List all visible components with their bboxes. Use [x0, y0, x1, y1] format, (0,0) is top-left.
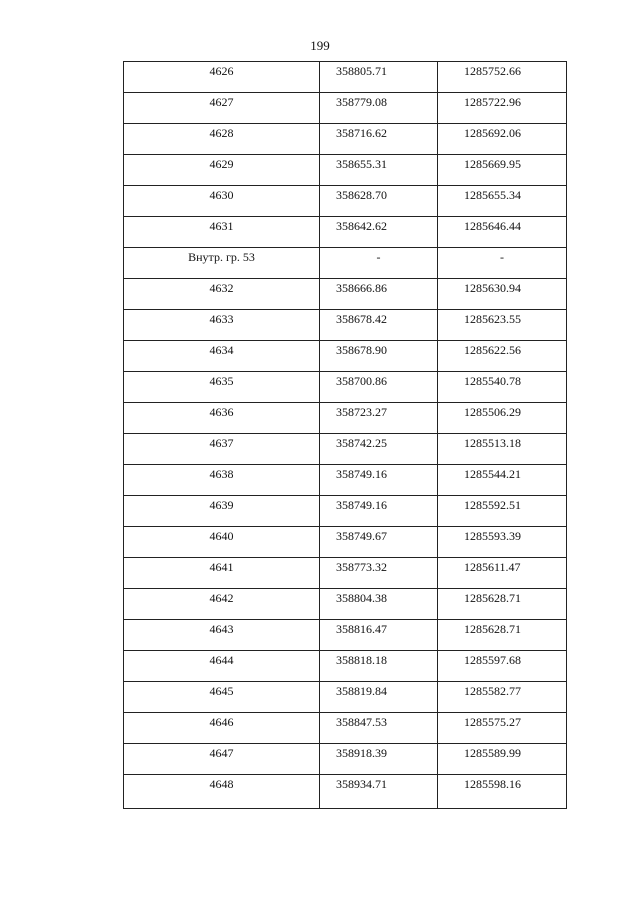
table-row — [124, 217, 567, 248]
point-id-cell — [124, 465, 320, 496]
x-coordinate-cell — [320, 651, 438, 682]
point-id-cell — [124, 682, 320, 713]
y-coordinate-cell-text: 1285597.68 — [464, 653, 521, 667]
point-id-cell-text: 4629 — [209, 157, 234, 171]
table-row — [124, 341, 567, 372]
point-id-cell-text: 4647 — [209, 746, 234, 760]
x-coordinate-cell-text: 358934.71 — [336, 777, 387, 791]
x-coordinate-cell — [320, 775, 438, 809]
x-coordinate-cell-text: - — [376, 250, 381, 264]
x-coordinate-cell-text: 358804.38 — [336, 591, 387, 605]
point-id-cell-text: 4640 — [209, 529, 234, 543]
y-coordinate-cell-text: 1285540.78 — [464, 374, 521, 388]
table-row — [124, 558, 567, 589]
x-coordinate-cell-text: 358742.25 — [336, 436, 387, 450]
x-coordinate-cell-text: 358805.71 — [336, 64, 387, 78]
table-row — [124, 527, 567, 558]
y-coordinate-cell-text: 1285575.27 — [464, 715, 521, 729]
x-coordinate-cell — [320, 186, 438, 217]
x-coordinate-cell-text: 358749.16 — [336, 498, 387, 512]
point-id-cell-text: 4642 — [209, 591, 234, 605]
table-row — [124, 403, 567, 434]
point-id-cell-text: 4645 — [209, 684, 234, 698]
point-id-cell — [124, 713, 320, 744]
table-row — [124, 124, 567, 155]
y-coordinate-cell — [438, 775, 567, 809]
y-coordinate-cell — [438, 589, 567, 620]
y-coordinate-cell — [438, 93, 567, 124]
y-coordinate-cell-text: - — [500, 250, 504, 264]
x-coordinate-cell — [320, 403, 438, 434]
y-coordinate-cell-text: 1285589.99 — [464, 746, 521, 760]
x-coordinate-cell — [320, 93, 438, 124]
x-coordinate-cell — [320, 434, 438, 465]
x-coordinate-cell — [320, 279, 438, 310]
table-row — [124, 775, 567, 809]
point-id-cell — [124, 341, 320, 372]
y-coordinate-cell — [438, 713, 567, 744]
y-coordinate-cell — [438, 682, 567, 713]
x-coordinate-cell-text: 358818.18 — [336, 653, 387, 667]
x-coordinate-cell — [320, 713, 438, 744]
point-id-cell — [124, 279, 320, 310]
point-id-cell-text: 4634 — [209, 343, 234, 357]
x-coordinate-cell-text: 358642.62 — [336, 219, 387, 233]
point-id-cell — [124, 310, 320, 341]
y-coordinate-cell-text: 1285628.71 — [464, 591, 521, 605]
x-coordinate-cell — [320, 496, 438, 527]
table-row — [124, 651, 567, 682]
y-coordinate-cell — [438, 434, 567, 465]
x-coordinate-cell-text: 358918.39 — [336, 746, 387, 760]
x-coordinate-cell-text: 358847.53 — [336, 715, 387, 729]
x-coordinate-cell-text: 358749.16 — [336, 467, 387, 481]
table-row — [124, 62, 567, 93]
point-id-cell-text: 4635 — [209, 374, 234, 388]
point-id-cell — [124, 217, 320, 248]
x-coordinate-cell-text: 358723.27 — [336, 405, 387, 419]
x-coordinate-cell — [320, 217, 438, 248]
point-id-cell-text: Внутр. гр. 53 — [188, 250, 255, 264]
point-id-cell — [124, 744, 320, 775]
coordinates-table-body — [124, 62, 567, 809]
y-coordinate-cell-text: 1285592.51 — [464, 498, 521, 512]
point-id-cell-text: 4633 — [209, 312, 234, 326]
point-id-cell — [124, 372, 320, 403]
point-id-cell-text: 4638 — [209, 467, 234, 481]
y-coordinate-cell-text: 1285544.21 — [464, 467, 521, 481]
point-id-cell — [124, 403, 320, 434]
x-coordinate-cell-text: 358666.86 — [336, 281, 387, 295]
x-coordinate-cell-text: 358678.42 — [336, 312, 387, 326]
table-row — [124, 496, 567, 527]
y-coordinate-cell-text: 1285622.56 — [464, 343, 521, 357]
table-row — [124, 744, 567, 775]
point-id-cell — [124, 155, 320, 186]
point-id-cell — [124, 651, 320, 682]
x-coordinate-cell-text: 358773.32 — [336, 560, 387, 574]
x-coordinate-cell — [320, 62, 438, 93]
y-coordinate-cell — [438, 558, 567, 589]
y-coordinate-cell — [438, 403, 567, 434]
table-group-row — [124, 248, 567, 279]
x-coordinate-cell — [320, 744, 438, 775]
y-coordinate-cell-text: 1285582.77 — [464, 684, 521, 698]
point-id-cell — [124, 434, 320, 465]
y-coordinate-cell-text: 1285611.47 — [464, 560, 521, 574]
y-coordinate-cell-text: 1285598.16 — [464, 777, 521, 791]
point-id-cell-text: 4648 — [209, 777, 234, 791]
point-id-cell — [124, 124, 320, 155]
x-coordinate-cell — [320, 248, 438, 279]
page-number: 199 — [310, 38, 330, 53]
y-coordinate-cell-text: 1285506.29 — [464, 405, 521, 419]
x-coordinate-cell-text: 358779.08 — [336, 95, 387, 109]
point-id-cell — [124, 589, 320, 620]
table-row — [124, 682, 567, 713]
table-row — [124, 465, 567, 496]
coordinates-table — [123, 61, 567, 809]
point-id-cell-text: 4627 — [209, 95, 234, 109]
point-id-cell — [124, 186, 320, 217]
point-id-cell — [124, 93, 320, 124]
point-id-cell-text: 4626 — [209, 64, 234, 78]
y-coordinate-cell — [438, 341, 567, 372]
point-id-cell-text: 4632 — [209, 281, 234, 295]
y-coordinate-cell — [438, 124, 567, 155]
y-coordinate-cell — [438, 527, 567, 558]
point-id-cell-text: 4636 — [209, 405, 234, 419]
y-coordinate-cell — [438, 651, 567, 682]
x-coordinate-cell — [320, 341, 438, 372]
y-coordinate-cell — [438, 620, 567, 651]
x-coordinate-cell-text: 358816.47 — [336, 622, 387, 636]
y-coordinate-cell-text: 1285669.95 — [464, 157, 521, 171]
x-coordinate-cell-text: 358819.84 — [336, 684, 387, 698]
y-coordinate-cell-text: 1285646.44 — [464, 219, 521, 233]
x-coordinate-cell-text: 358700.86 — [336, 374, 387, 388]
point-id-cell — [124, 620, 320, 651]
point-id-cell-text: 4639 — [209, 498, 234, 512]
point-id-cell-text: 4644 — [209, 653, 234, 667]
y-coordinate-cell-text: 1285623.55 — [464, 312, 521, 326]
y-coordinate-cell — [438, 310, 567, 341]
x-coordinate-cell — [320, 310, 438, 341]
y-coordinate-cell-text: 1285593.39 — [464, 529, 521, 543]
y-coordinate-cell — [438, 279, 567, 310]
y-coordinate-cell-text: 1285752.66 — [464, 64, 521, 78]
y-coordinate-cell — [438, 248, 567, 279]
y-coordinate-cell-text: 1285513.18 — [464, 436, 521, 450]
table-row — [124, 713, 567, 744]
point-id-cell — [124, 527, 320, 558]
table-row — [124, 620, 567, 651]
point-id-cell — [124, 775, 320, 809]
table-row — [124, 310, 567, 341]
table-row — [124, 186, 567, 217]
x-coordinate-cell-text: 358749.67 — [336, 529, 387, 543]
x-coordinate-cell — [320, 372, 438, 403]
y-coordinate-cell — [438, 744, 567, 775]
table-row — [124, 434, 567, 465]
y-coordinate-cell — [438, 155, 567, 186]
y-coordinate-cell-text: 1285628.71 — [464, 622, 521, 636]
y-coordinate-cell — [438, 465, 567, 496]
point-id-cell — [124, 558, 320, 589]
table-row — [124, 93, 567, 124]
y-coordinate-cell-text: 1285630.94 — [464, 281, 521, 295]
y-coordinate-cell — [438, 62, 567, 93]
y-coordinate-cell — [438, 186, 567, 217]
x-coordinate-cell — [320, 589, 438, 620]
point-id-cell — [124, 496, 320, 527]
x-coordinate-cell — [320, 682, 438, 713]
point-id-cell-text: 4646 — [209, 715, 234, 729]
y-coordinate-cell-text: 1285655.34 — [464, 188, 521, 202]
point-id-cell — [124, 62, 320, 93]
point-id-cell — [124, 248, 320, 279]
table-row — [124, 372, 567, 403]
x-coordinate-cell — [320, 465, 438, 496]
table-row — [124, 589, 567, 620]
point-id-cell-text: 4631 — [209, 219, 234, 233]
point-id-cell-text: 4641 — [209, 560, 234, 574]
x-coordinate-cell-text: 358716.62 — [336, 126, 387, 140]
y-coordinate-cell — [438, 496, 567, 527]
point-id-cell-text: 4637 — [209, 436, 234, 450]
y-coordinate-cell — [438, 217, 567, 248]
x-coordinate-cell — [320, 620, 438, 651]
x-coordinate-cell-text: 358628.70 — [336, 188, 387, 202]
point-id-cell-text: 4630 — [209, 188, 234, 202]
x-coordinate-cell — [320, 124, 438, 155]
x-coordinate-cell-text: 358655.31 — [336, 157, 387, 171]
point-id-cell-text: 4628 — [209, 126, 234, 140]
y-coordinate-cell-text: 1285692.06 — [464, 126, 521, 140]
table-row — [124, 279, 567, 310]
y-coordinate-cell-text: 1285722.96 — [464, 95, 521, 109]
point-id-cell-text: 4643 — [209, 622, 234, 636]
y-coordinate-cell — [438, 372, 567, 403]
x-coordinate-cell-text: 358678.90 — [336, 343, 387, 357]
x-coordinate-cell — [320, 155, 438, 186]
x-coordinate-cell — [320, 558, 438, 589]
table-row — [124, 155, 567, 186]
x-coordinate-cell — [320, 527, 438, 558]
